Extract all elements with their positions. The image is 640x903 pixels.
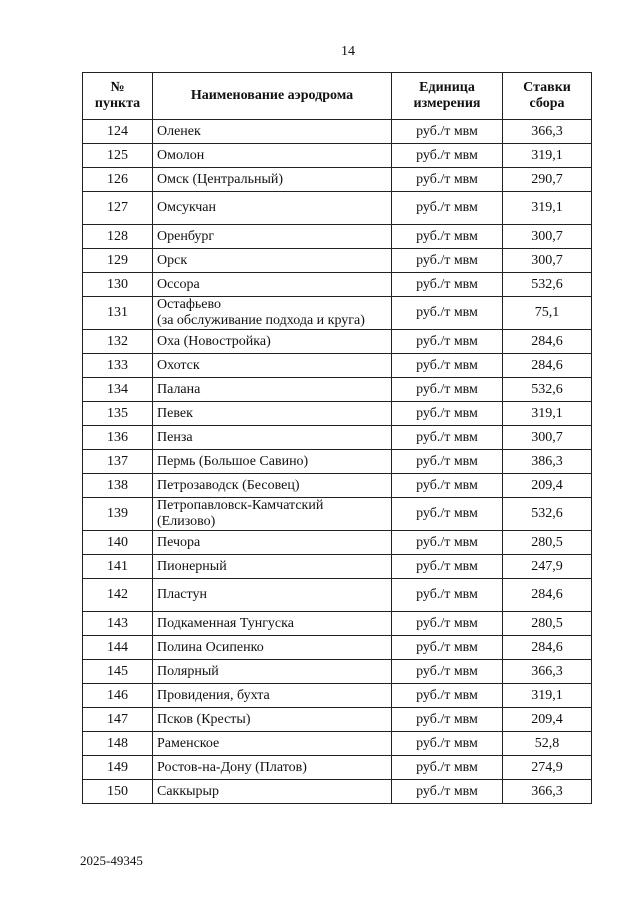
cell-rate: 532,6 [503,378,592,402]
aerodrome-name: Полина Осипенко [157,639,264,655]
cell-rate: 284,6 [503,354,592,378]
table-row [83,555,592,579]
table-row [83,450,592,474]
cell-unit: руб./т мвм [392,249,503,273]
cell-name [153,168,392,192]
cell-num: 148 [83,732,153,756]
aerodrome-name: Петрозаводск (Бесовец) [157,477,300,493]
table-row [83,708,592,732]
cell-rate: 366,3 [503,120,592,144]
aerodrome-name: Охотск [157,357,200,373]
cell-num: 130 [83,273,153,297]
table-row [83,474,592,498]
cell-name [153,354,392,378]
aerodrome-name: Певек [157,405,193,421]
table-row [83,249,592,273]
cell-num: 143 [83,612,153,636]
cell-rate: 209,4 [503,708,592,732]
table-row [83,498,592,531]
cell-rate: 284,6 [503,636,592,660]
table-row [83,168,592,192]
aerodrome-name: Саккырыр [157,783,219,799]
cell-name [153,402,392,426]
cell-unit: руб./т мвм [392,708,503,732]
cell-rate: 319,1 [503,684,592,708]
cell-rate: 300,7 [503,225,592,249]
table-row [83,531,592,555]
table-body [83,120,592,804]
cell-num: 133 [83,354,153,378]
cell-rate: 280,5 [503,531,592,555]
cell-name [153,684,392,708]
cell-rate: 366,3 [503,780,592,804]
cell-num: 140 [83,531,153,555]
cell-unit: руб./т мвм [392,378,503,402]
cell-rate: 75,1 [503,297,592,330]
cell-unit: руб./т мвм [392,402,503,426]
cell-unit: руб./т мвм [392,192,503,225]
cell-unit: руб./т мвм [392,636,503,660]
cell-rate: 319,1 [503,402,592,426]
cell-name [153,474,392,498]
cell-unit: руб./т мвм [392,531,503,555]
cell-num: 135 [83,402,153,426]
cell-unit: руб./т мвм [392,297,503,330]
aerodrome-name: Полярный [157,663,219,679]
cell-name [153,531,392,555]
aerodrome-name: Омсукчан [157,200,217,215]
aerodrome-name: Пенза [157,429,193,445]
table-row [83,354,592,378]
table-row [83,732,592,756]
table-row [83,579,592,612]
cell-num: 126 [83,168,153,192]
aerodrome-name: Пионерный [157,558,227,574]
cell-num: 131 [83,297,153,330]
cell-rate: 386,3 [503,450,592,474]
table-row [83,144,592,168]
cell-rate: 300,7 [503,426,592,450]
cell-name [153,756,392,780]
cell-name [153,780,392,804]
page-number: 14 [341,44,355,59]
cell-name [153,450,392,474]
aerodrome-name: Оренбург [157,228,215,244]
cell-unit: руб./т мвм [392,354,503,378]
cell-unit: руб./т мвм [392,330,503,354]
cell-unit: руб./т мвм [392,555,503,579]
aerodrome-name: Оха (Новостройка) [157,333,271,349]
cell-rate: 247,9 [503,555,592,579]
cell-rate: 319,1 [503,144,592,168]
aerodrome-name: Петропавловск-Камчатский [157,498,324,513]
cell-name [153,426,392,450]
cell-num: 144 [83,636,153,660]
aerodrome-name: Оленек [157,123,201,139]
cell-rate: 300,7 [503,249,592,273]
table-row [83,297,592,330]
cell-num: 134 [83,378,153,402]
cell-rate: 280,5 [503,612,592,636]
document-code: 2025-49345 [80,853,143,868]
aerodrome-name: Раменское [157,735,220,751]
cell-unit: руб./т мвм [392,732,503,756]
aerodrome-name: Остафьево [157,297,222,312]
table-row [83,402,592,426]
cell-unit: руб./т мвм [392,426,503,450]
aerodrome-name: Ростов-на-Дону (Платов) [157,759,307,775]
cell-num: 150 [83,780,153,804]
table-row [83,612,592,636]
header-num: № пункта [83,73,153,120]
cell-rate: 366,3 [503,660,592,684]
cell-unit: руб./т мвм [392,684,503,708]
cell-num: 145 [83,660,153,684]
cell-name [153,555,392,579]
aerodrome-name: Пермь (Большое Савино) [157,453,309,469]
cell-name [153,144,392,168]
header-unit: Единица измерения [392,73,503,120]
table-row [83,780,592,804]
aerodrome-name: Провидения, бухта [157,687,270,703]
table-row [83,378,592,402]
cell-unit: руб./т мвм [392,120,503,144]
aerodrome-name-line2: (Елизово) [157,514,216,529]
table-row [83,192,592,225]
aerodrome-name: Печора [157,534,201,550]
cell-name [153,378,392,402]
cell-rate: 290,7 [503,168,592,192]
cell-num: 136 [83,426,153,450]
cell-rate: 319,1 [503,192,592,225]
cell-num: 149 [83,756,153,780]
cell-unit: руб./т мвм [392,144,503,168]
cell-num: 141 [83,555,153,579]
cell-num: 132 [83,330,153,354]
table-row [83,636,592,660]
cell-num: 124 [83,120,153,144]
cell-name [153,249,392,273]
cell-unit: руб./т мвм [392,660,503,684]
cell-num: 138 [83,474,153,498]
table-row [83,756,592,780]
cell-name [153,732,392,756]
cell-num: 147 [83,708,153,732]
cell-unit: руб./т мвм [392,612,503,636]
header-rate: Ставки сбора [503,73,592,120]
header-name: Наименование аэродрома [153,73,392,120]
aerodrome-name: Орск [157,252,188,268]
cell-name [153,660,392,684]
table-row [83,120,592,144]
cell-name [153,273,392,297]
cell-name [153,192,392,225]
cell-unit: руб./т мвм [392,450,503,474]
cell-name [153,120,392,144]
cell-num: 146 [83,684,153,708]
cell-rate: 284,6 [503,579,592,612]
cell-rate: 284,6 [503,330,592,354]
cell-unit: руб./т мвм [392,273,503,297]
cell-num: 125 [83,144,153,168]
cell-name [153,498,392,531]
aerodrome-name: Подкаменная Тунгуска [157,615,294,631]
cell-unit: руб./т мвм [392,225,503,249]
cell-unit: руб./т мвм [392,498,503,531]
cell-num: 128 [83,225,153,249]
table-header-row [83,73,592,120]
table-row [83,426,592,450]
cell-num: 129 [83,249,153,273]
aerodrome-name: Псков (Кресты) [157,711,251,727]
aerodrome-name: Палана [157,381,201,397]
aerodrome-name: Омск (Центральный) [157,171,284,187]
table-row [83,660,592,684]
table-row [83,273,592,297]
cell-num: 127 [83,192,153,225]
cell-name [153,612,392,636]
aerodrome-rates-table [82,72,592,804]
cell-name [153,225,392,249]
cell-num: 137 [83,450,153,474]
cell-num: 142 [83,579,153,612]
aerodrome-name-line2: (за обслуживание подхода и круга) [157,313,365,328]
aerodrome-name: Омолон [157,147,205,163]
cell-unit: руб./т мвм [392,168,503,192]
aerodrome-name: Оссора [157,276,200,292]
aerodrome-name: Пластун [157,587,207,602]
cell-name [153,297,392,330]
table-row [83,330,592,354]
table-row [83,225,592,249]
cell-name [153,708,392,732]
cell-num: 139 [83,498,153,531]
cell-unit: руб./т мвм [392,579,503,612]
cell-rate: 532,6 [503,273,592,297]
cell-unit: руб./т мвм [392,756,503,780]
cell-name [153,330,392,354]
cell-name [153,579,392,612]
cell-unit: руб./т мвм [392,780,503,804]
cell-name [153,636,392,660]
cell-unit: руб./т мвм [392,474,503,498]
cell-rate: 274,9 [503,756,592,780]
table-row [83,684,592,708]
cell-rate: 209,4 [503,474,592,498]
cell-rate: 532,6 [503,498,592,531]
cell-rate: 52,8 [503,732,592,756]
